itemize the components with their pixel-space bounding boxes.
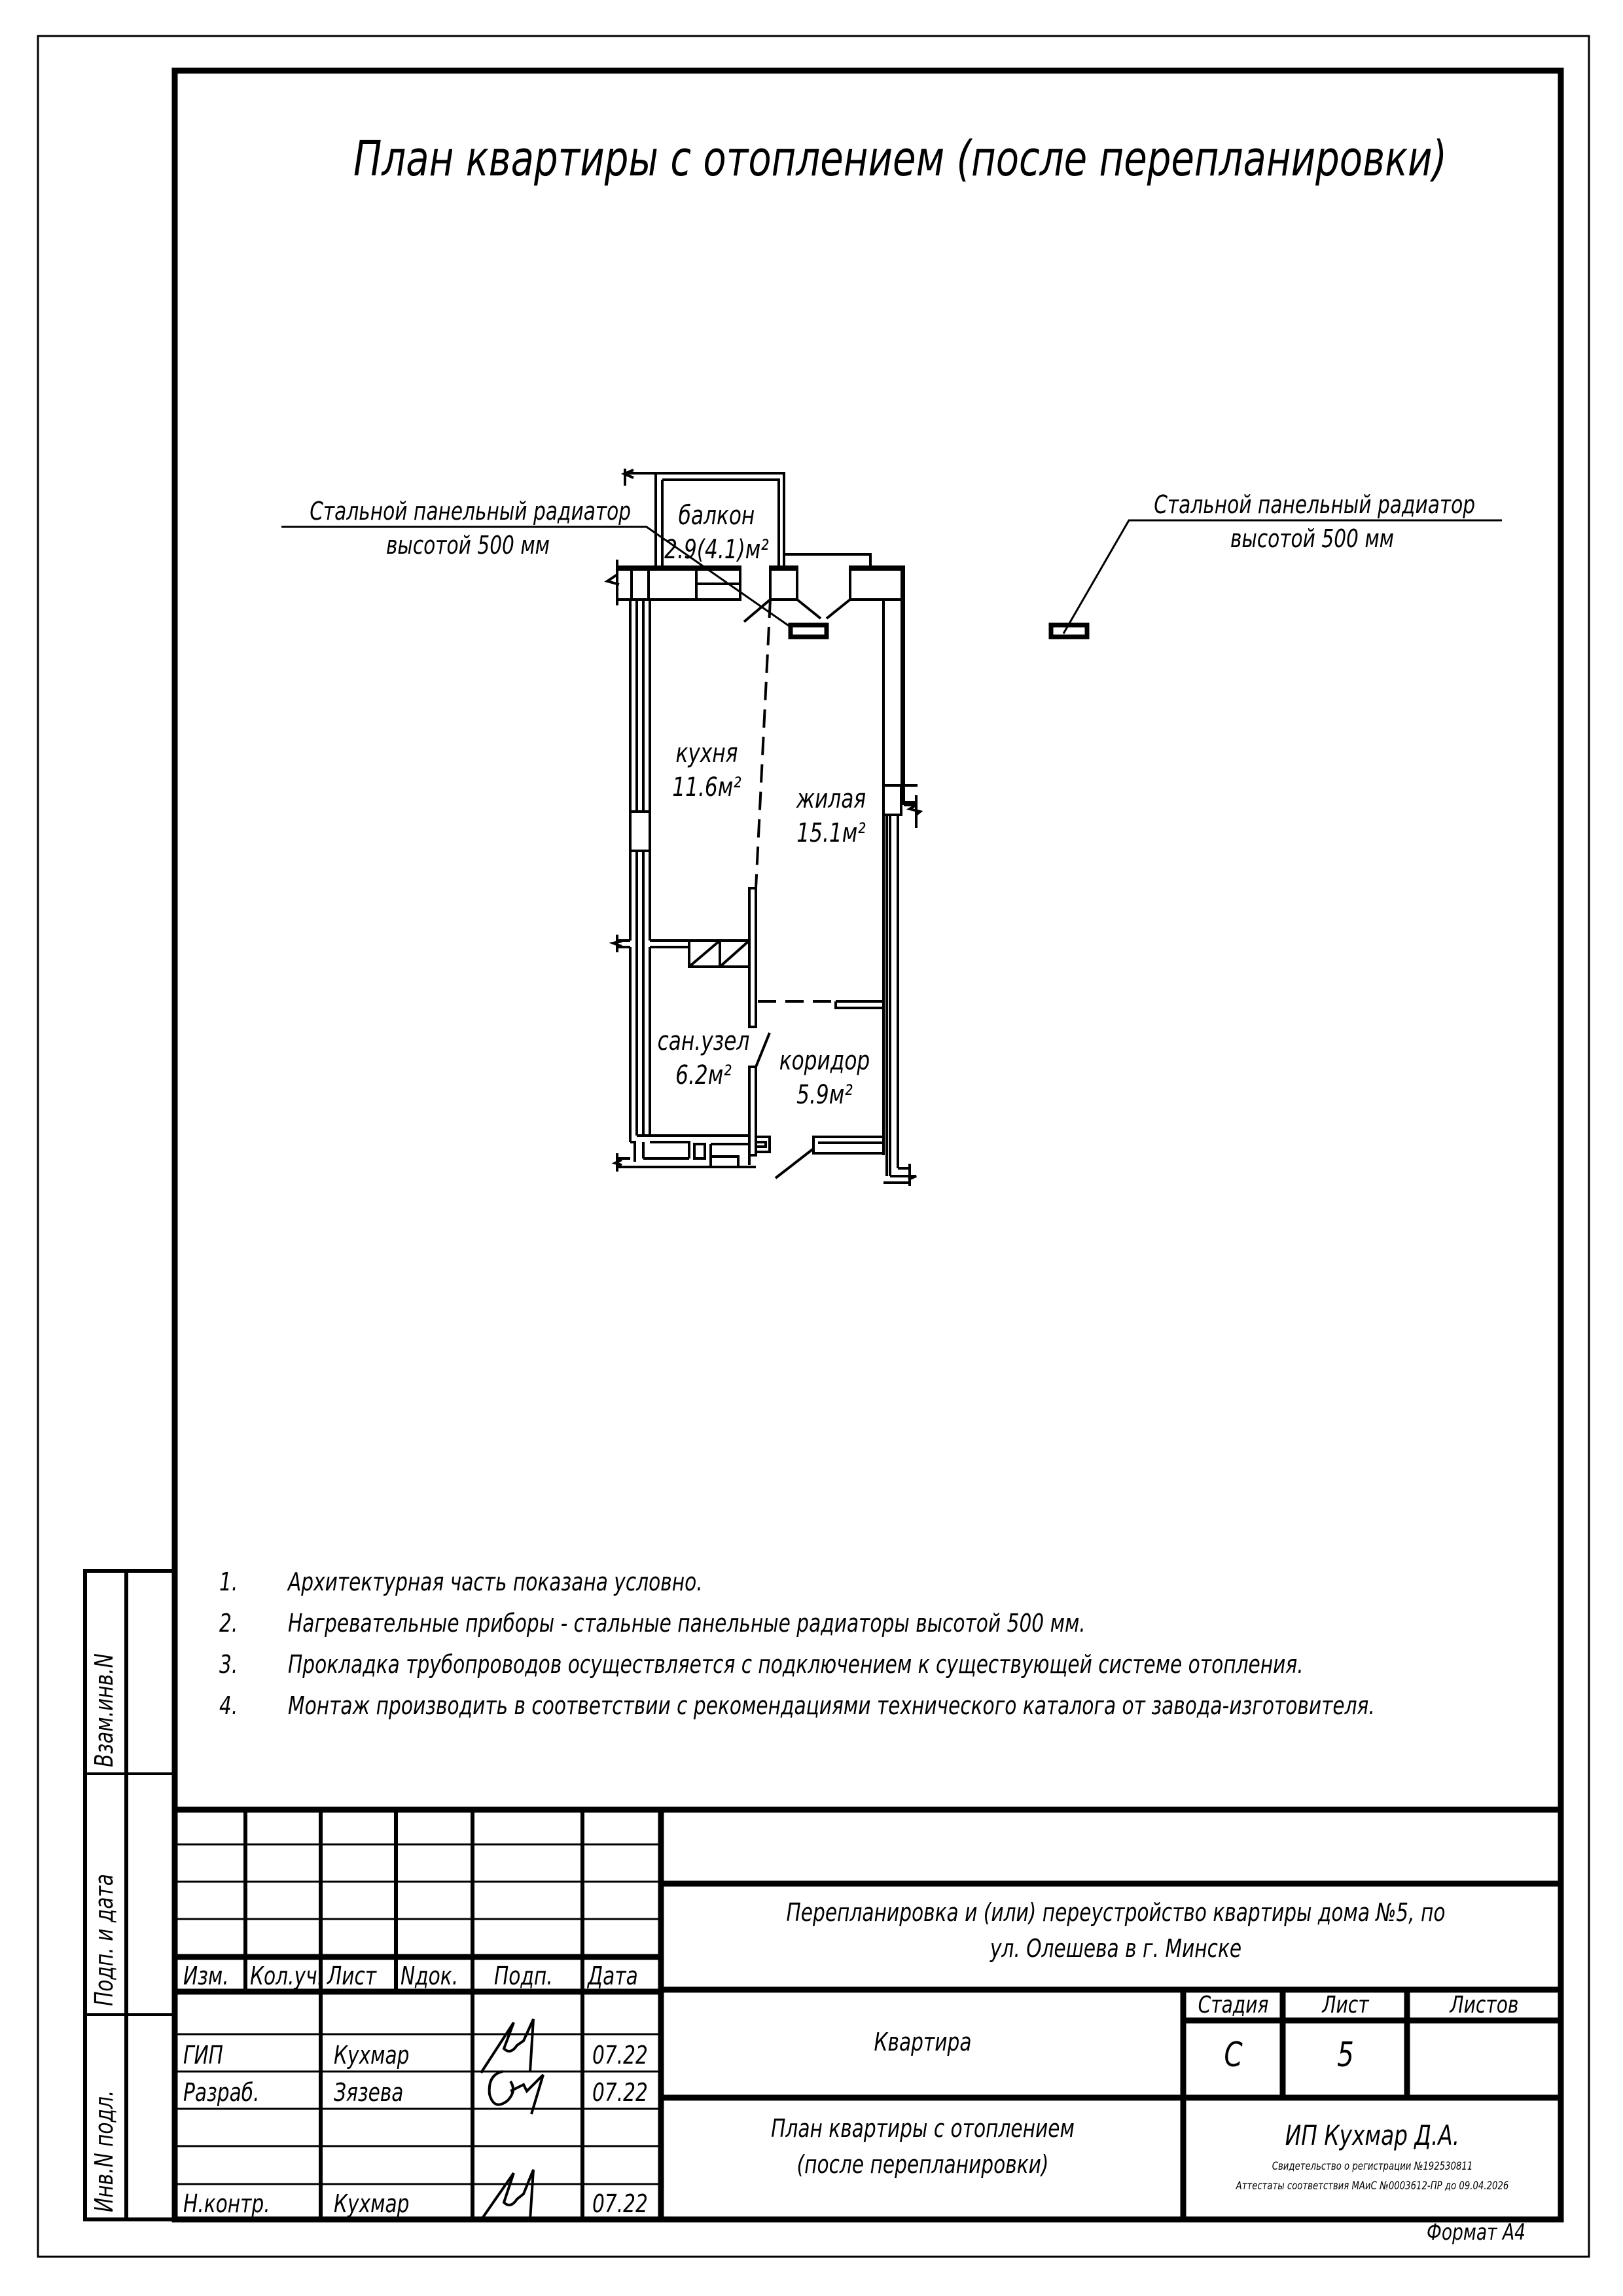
stamp-original-inv: Инв.N подл.	[90, 2090, 118, 2212]
header-count: Кол.уч.	[250, 1962, 324, 1990]
format-label-clip	[1427, 2219, 1561, 2246]
project-line-1: Перепланировка и (или) переустройство квартиры дома №5, по	[786, 1898, 1446, 1927]
note-3-number: 3.	[219, 1650, 238, 1679]
name-developer: Зязева	[334, 2078, 404, 2107]
note-2-number: 2.	[219, 1609, 238, 1638]
name-norm-control: Кухмар	[334, 2189, 410, 2218]
registration-certificate: Свидетельство о регистрации №192530811	[1272, 2160, 1473, 2173]
attestation: Аттестаты соответствия МАиС №0003612-ПР до 09.04.2026	[1236, 2179, 1509, 2193]
room-corridor-name: коридор	[779, 1046, 870, 1076]
note-1-number: 1.	[219, 1568, 238, 1596]
project-name	[681, 1895, 1551, 1967]
note-2-text: Нагревательные приборы - стальные панельные радиаторы высотой 500 мм.	[288, 1609, 1086, 1638]
header-change: Изм.	[183, 1962, 229, 1990]
callout-left-line1: Стальной панельный радиатор	[310, 497, 632, 526]
object-name: Квартира	[874, 2028, 972, 2056]
note-3-text: Прокладка трубопроводов осуществляется с подключением к существующей системе отопления.	[288, 1650, 1304, 1679]
signature-gip	[481, 2019, 533, 2073]
sheet-title-line-2: (после перепланировки)	[796, 2150, 1049, 2179]
header-doc-number: Nдок.	[401, 1962, 459, 1990]
room-balcony-name: балкон	[678, 501, 755, 531]
signature-developer	[490, 2072, 543, 2114]
room-balcony-area: 2.9(4.1)м²	[664, 535, 769, 565]
name-gip: Кухмар	[334, 2041, 410, 2070]
role-norm-control: Н.контр.	[183, 2189, 270, 2218]
sheet-title-line-1: План квартиры с отоплением	[771, 2114, 1075, 2143]
date-developer: 07.22	[592, 2078, 648, 2107]
stage-label: Стадия	[1198, 1992, 1269, 2018]
note-1-text: Архитектурная часть показана условно.	[288, 1568, 703, 1596]
note-4-number: 4.	[219, 1691, 238, 1720]
room-living-area: 15.1м²	[796, 818, 866, 848]
stage-value: С	[1224, 2036, 1243, 2075]
sheet-label: Лист	[1322, 1992, 1369, 2018]
date-gip: 07.22	[592, 2041, 648, 2070]
sheet-value: 5	[1337, 2036, 1354, 2075]
sheets-label: Листов	[1450, 1992, 1519, 2018]
callout-right-line1: Стальной панельный радиатор	[1154, 490, 1476, 519]
header-date: Дата	[588, 1962, 638, 1990]
room-living-name: жилая	[796, 784, 866, 814]
sheet-title	[664, 2111, 1181, 2183]
project-line-2: ул. Олешева в г. Минске	[990, 1934, 1242, 1963]
room-kitchen-area: 11.6м²	[672, 772, 741, 802]
header-sheet: Лист	[327, 1962, 377, 1990]
room-kitchen-name: кухня	[675, 738, 738, 768]
role-developer: Разраб.	[183, 2078, 260, 2107]
room-corridor-area: 5.9м²	[796, 1080, 853, 1110]
callout-left-line2: высотой 500 мм	[385, 531, 550, 560]
header-signature: Подп.	[494, 1962, 553, 1990]
stamp-sign-date: Подп. и дата	[90, 1874, 118, 2006]
stamp-replacement-inv: Взам.инв.N	[90, 1653, 118, 1767]
note-4-text: Монтаж производить в соответствии с рекомендациями технического каталога от завода-изготовителя.	[288, 1691, 1375, 1720]
role-gip: ГИП	[183, 2041, 223, 2070]
callout-right-line2: высотой 500 мм	[1230, 524, 1395, 553]
signature-norm-control	[481, 2170, 533, 2220]
room-bathroom-name: сан.узел	[657, 1026, 750, 1056]
drawing-title: План квартиры с отоплением (после перепланировки)	[353, 131, 1448, 187]
format-label: Формат А4	[1427, 2219, 1526, 2246]
company-name: ИП Кухмар Д.А.	[1285, 2119, 1460, 2151]
room-bathroom-area: 6.2м²	[675, 1060, 732, 1090]
date-norm-control: 07.22	[592, 2189, 648, 2218]
